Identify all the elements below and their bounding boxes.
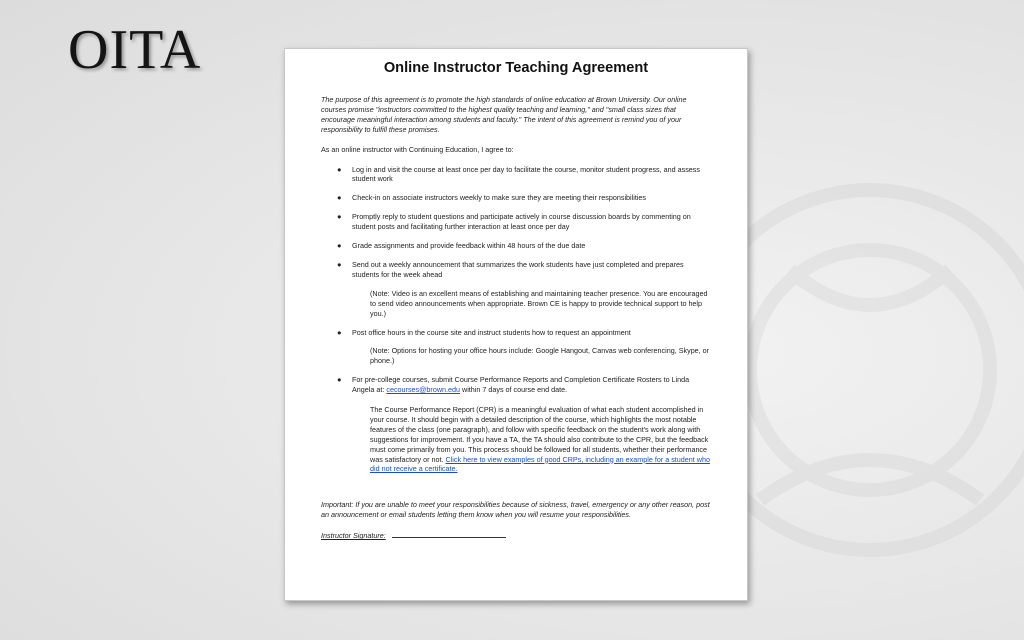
cpr-paragraph bbox=[370, 405, 711, 474]
bullet-icon: ● bbox=[337, 241, 342, 251]
list-item bbox=[321, 193, 711, 203]
item-text: Promptly reply to student questions and participate actively in course discussion boards by commenting on student posts and facilitating further interaction at least once per day bbox=[352, 212, 691, 232]
bullet-icon: ● bbox=[337, 212, 342, 222]
item-text: Grade assignments and provide feedback within 48 hours of the due date bbox=[352, 241, 586, 251]
item-text-after: within 7 days of course end date. bbox=[462, 385, 568, 395]
bullet-icon: ● bbox=[337, 259, 342, 269]
list-item bbox=[321, 241, 711, 251]
list-item bbox=[321, 165, 711, 185]
document-title: Online Instructor Teaching Agreement bbox=[383, 60, 649, 76]
list-item bbox=[321, 328, 711, 367]
bullet-icon: ● bbox=[337, 193, 342, 203]
list-item bbox=[321, 260, 711, 319]
list-item bbox=[321, 375, 711, 474]
agreement-document bbox=[284, 48, 748, 601]
item-text: Check-in on associate instructors weekly to make sure they are meeting their responsibilities bbox=[352, 193, 647, 203]
important-note: Important: If you are unable to meet your responsibilities because of sickness, travel, emergency or any other reason, post an announcement or email students letting them know when you will resume your responsibilities. bbox=[321, 500, 710, 520]
cpr-examples-link[interactable]: Click here to view examples of good CRPs, including an example for a student who did not receive a certificate. bbox=[370, 454, 710, 474]
email-link[interactable]: cecourses@brown.edu bbox=[386, 385, 460, 395]
item-text: For pre-college courses, submit Course Performance Reports and Completion Certificate Rosters to Linda Angela at: bbox=[352, 375, 690, 395]
bullet-icon: ● bbox=[337, 164, 342, 174]
item-note: (Note: Options for hosting your office hours include: Google Hangout, Canvas web conferencing, Skype, or phone.) bbox=[370, 346, 710, 366]
item-text: Post office hours in the course site and instruct students how to request an appointment bbox=[352, 327, 631, 337]
list-item bbox=[321, 212, 711, 232]
bullet-icon: ● bbox=[337, 327, 342, 337]
lead-sentence: As an online instructor with Continuing Education, I agree to: bbox=[321, 144, 514, 154]
item-text: Send out a weekly announcement that summarizes the work students have just completed and prepares students for the week ahead bbox=[352, 259, 684, 279]
signature-line bbox=[392, 530, 506, 538]
bullet-icon: ● bbox=[337, 375, 342, 385]
agreement-list bbox=[321, 165, 711, 475]
signature-row bbox=[321, 530, 711, 541]
item-note: (Note: Video is an excellent means of establishing and maintaining teacher presence. You are encouraged to send video announcements when appropriate. Brown CE is happy to provide technical support to help you.) bbox=[370, 288, 708, 318]
intro-paragraph: The purpose of this agreement is to promote the high standards of online education at Brown University. Our online courses promise "instructors committed to the highest quality teaching and learning," and "small class sizes that encourage meaningful interaction among students and faculty." The intent of this agreement is remind you of your responsibility to fulfill these promises. bbox=[321, 95, 687, 134]
item-text: Log in and visit the course at least once per day to facilitate the course, monitor student progress, and assess student work bbox=[352, 164, 700, 184]
slide-title: OITA bbox=[68, 19, 202, 81]
cpr-text: The Course Performance Report (CPR) is a meaningful evaluation of what each student accomplished in your course. It should begin with a detailed description of the course, which highlights the most notable features of the class (one paragraph), and follow with specific feedback on the student's work along with suggestions for improvement. If you have a TA, the TA should also contribute to the CPR, but the feedback must come primarily from you. This process should be followed for all students, whether their performance was satisfactory or not. bbox=[370, 405, 709, 464]
signature-label: Instructor Signature: bbox=[321, 531, 386, 541]
